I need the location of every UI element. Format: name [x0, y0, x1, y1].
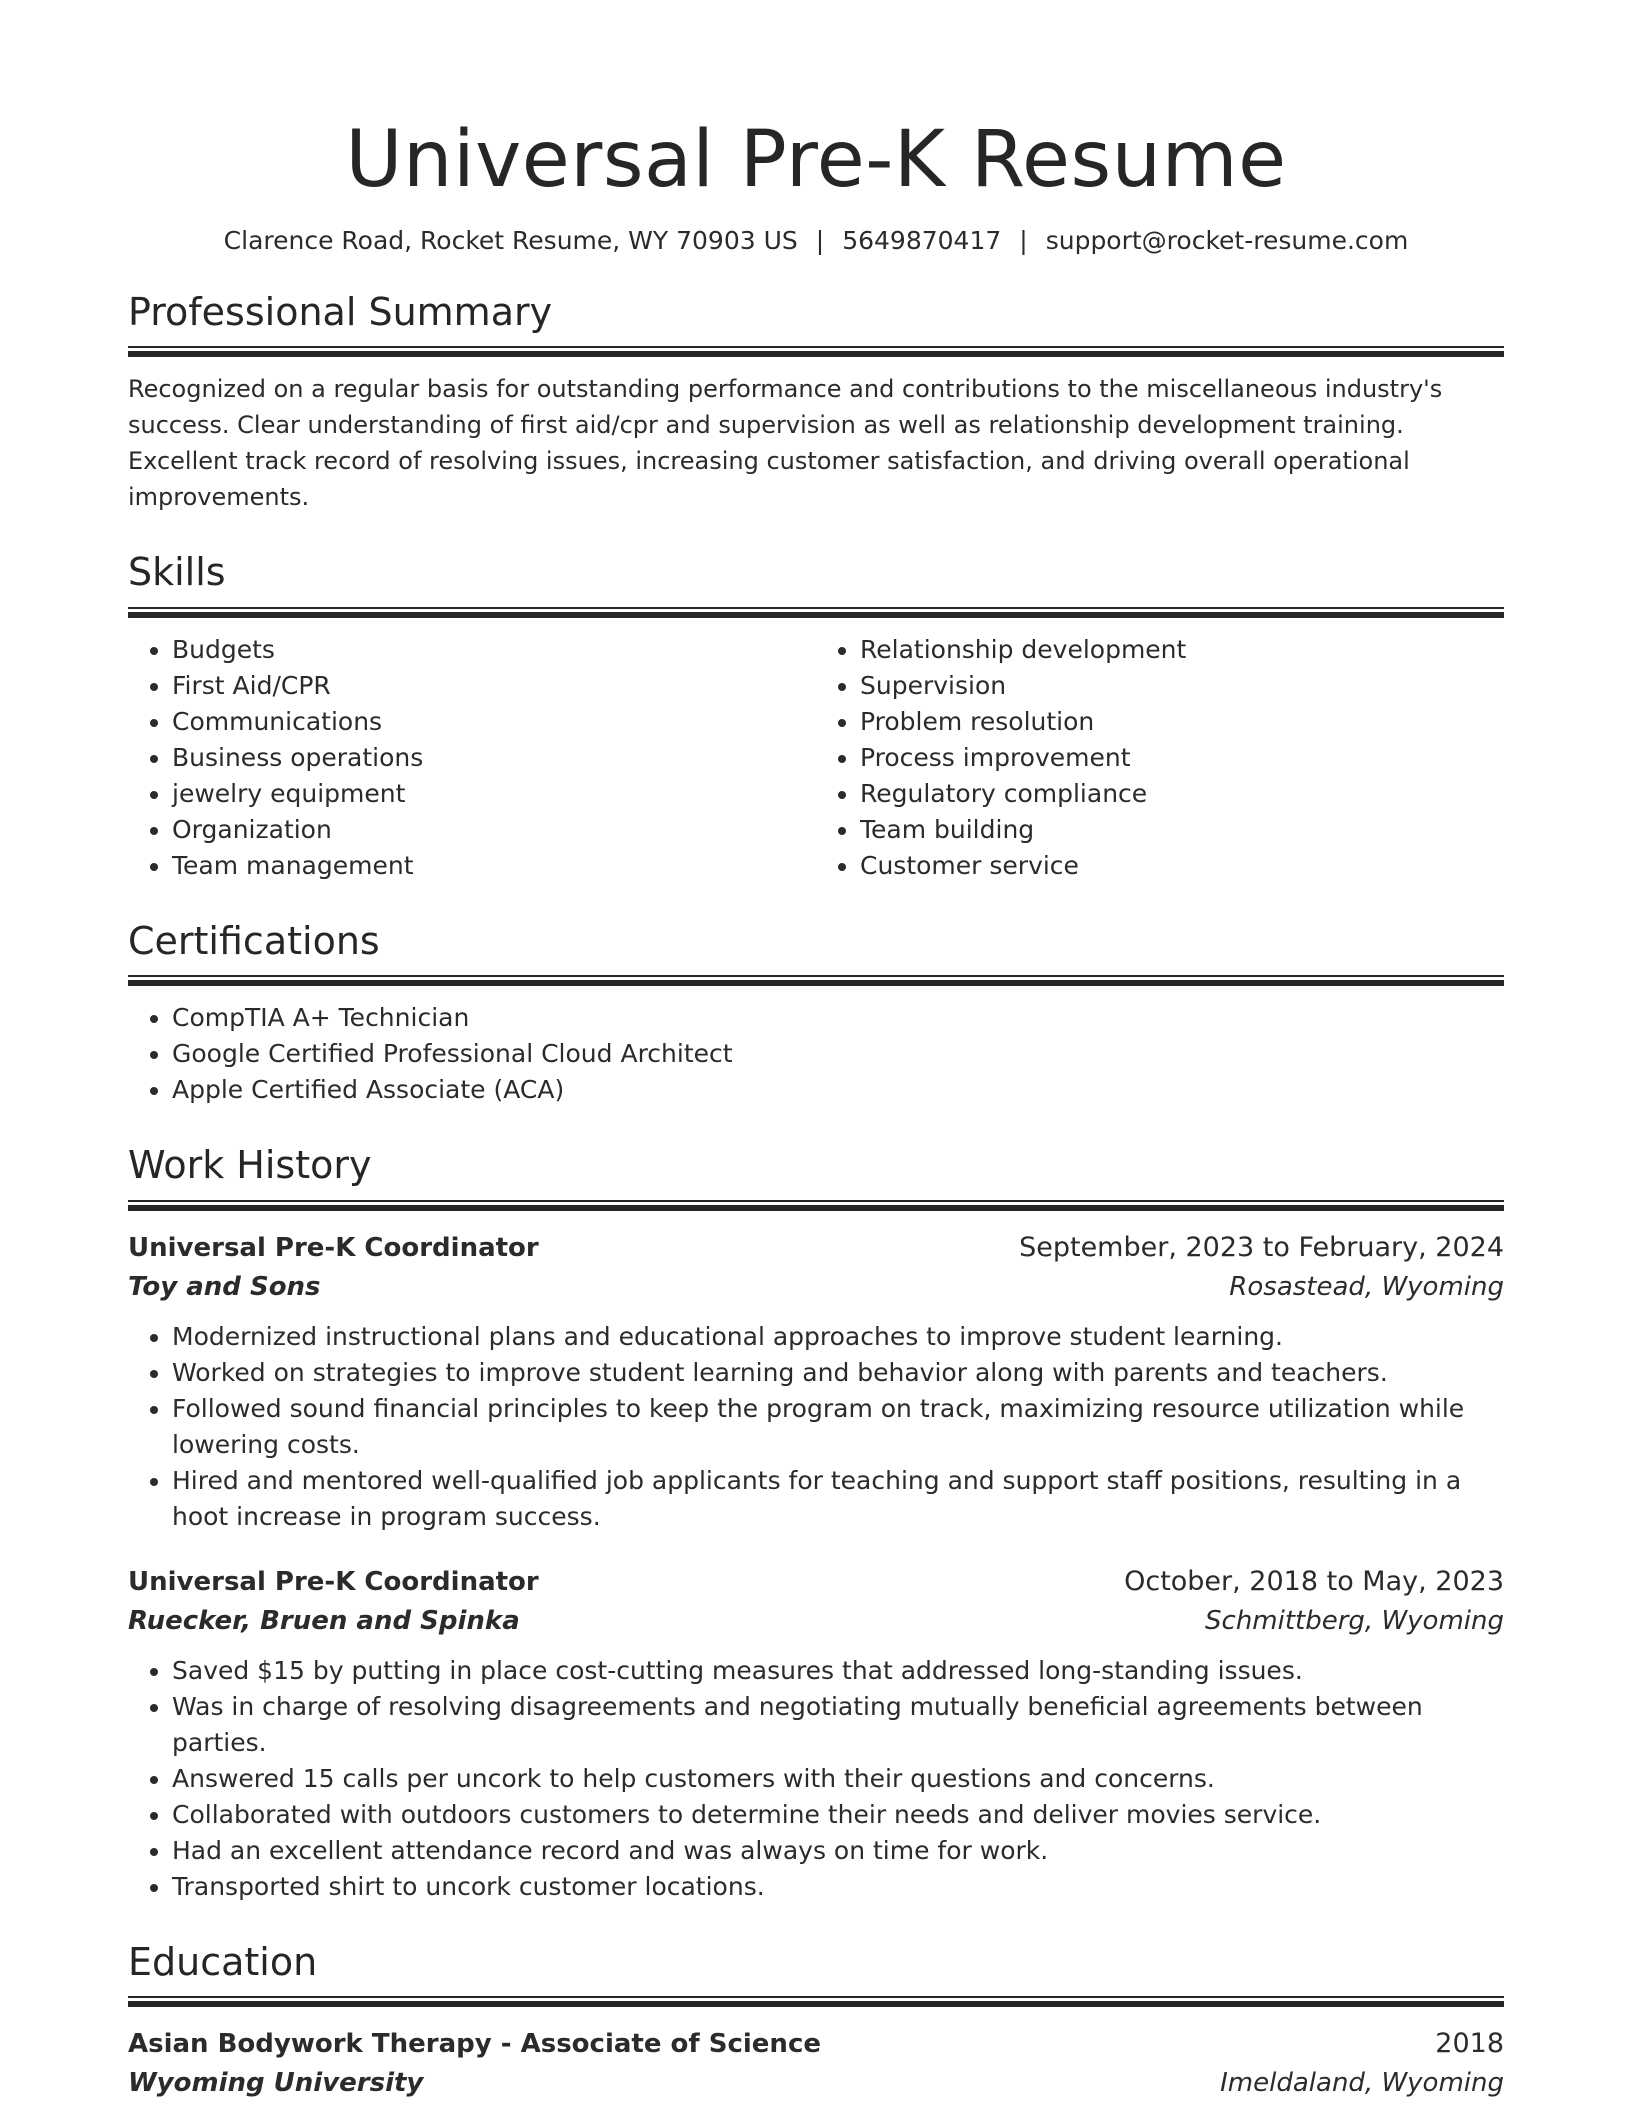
education-entry [128, 2025, 1504, 2103]
section-divider [128, 1996, 1504, 2007]
job-bullet: • Had an excellent attendance record and was always on time for work. [172, 1833, 1504, 1869]
job-bullet: • Followed sound financial principles to keep the program on track, maximizing resource utilization while lowering costs. [172, 1391, 1504, 1463]
job-header [128, 1229, 1504, 1267]
resume-title: Universal Pre-K Resume [345, 115, 1287, 205]
skills-list-left [128, 632, 816, 884]
section-heading: Certifications [128, 918, 380, 963]
section-heading: Professional Summary [128, 289, 553, 334]
job-subheader [128, 1601, 1504, 1641]
job-entry [128, 1563, 1504, 1905]
skills-list-right [816, 632, 1504, 884]
job-title: Universal Pre-K Coordinator [128, 1232, 539, 1263]
job-bullet: • Hired and mentored well-qualified job applicants for teaching and support staff positions, resulting in a hoot increase in program success. [172, 1463, 1504, 1535]
skills-columns [128, 618, 1504, 884]
job-location: Rosastead, Wyoming [1229, 1271, 1504, 1302]
education-subheader [128, 2063, 1504, 2103]
job-bullet: • Modernized instructional plans and educational approaches to improve student learning. [172, 1319, 1504, 1355]
section-heading: Education [128, 1939, 318, 1984]
phone: 5649870417 [842, 225, 1002, 255]
summary-text: Recognized on a regular basis for outstanding performance and contributions to the miscellaneous industry's success. Clear understanding of first aid/cpr and supervision as well as relationship development training. Excellent track record of resolving issues, increasing customer satisfaction, and driving overall operational improvements. [128, 375, 1443, 512]
job-bullets [128, 1653, 1504, 1905]
skill-item: • Business operations [172, 740, 816, 776]
school-location: Imeldaland, Wyoming [1220, 2068, 1504, 2099]
separator: | [815, 225, 825, 255]
certification-item: • Apple Certified Associate (ACA) [172, 1072, 1504, 1108]
skill-item: • Regulatory compliance [860, 776, 1504, 812]
degree: Asian Bodywork Therapy - Associate of Science [128, 2029, 821, 2060]
job-header [128, 1563, 1504, 1601]
section-divider [128, 607, 1504, 618]
section-divider [128, 346, 1504, 357]
section-heading: Work History [128, 1143, 372, 1188]
job-bullet: • Answered 15 calls per uncork to help customers with their questions and concerns. [172, 1761, 1504, 1797]
skills-section [128, 549, 1504, 884]
email: support@rocket-resume.com [1045, 225, 1409, 255]
certification-item: • Google Certified Professional Cloud Architect [172, 1036, 1504, 1072]
job-bullet: • Was in charge of resolving disagreements and negotiating mutually beneficial agreements between parties. [172, 1689, 1504, 1761]
job-dates: September, 2023 to February, 2024 [1019, 1231, 1504, 1263]
skill-item: • Problem resolution [860, 704, 1504, 740]
skill-item: • Relationship development [860, 632, 1504, 668]
skill-item: • Organization [172, 812, 816, 848]
skill-item: • Team management [172, 848, 816, 884]
skill-item: • Communications [172, 704, 816, 740]
section-divider [128, 975, 1504, 986]
education-section [128, 1939, 1504, 2104]
job-bullet: • Worked on strategies to improve student learning and behavior along with parents and teachers. [172, 1355, 1504, 1391]
skill-item: • Customer service [860, 848, 1504, 884]
certifications-section [128, 918, 1504, 1109]
separator: | [1019, 225, 1028, 255]
job-bullet: • Transported shirt to uncork customer locations. [172, 1869, 1504, 1905]
job-entry [128, 1229, 1504, 1535]
contact-line [128, 226, 1504, 255]
skill-item: • Budgets [172, 632, 816, 668]
job-bullets [128, 1319, 1504, 1535]
skill-item: • Supervision [860, 668, 1504, 704]
section-divider [128, 1200, 1504, 1211]
company-name: Ruecker, Bruen and Spinka [128, 1605, 520, 1636]
summary-section [128, 289, 1504, 516]
skill-item: • Process improvement [860, 740, 1504, 776]
skill-item: • Team building [860, 812, 1504, 848]
job-bullet: • Saved $15 by putting in place cost-cutting measures that addressed long-standing issues. [172, 1653, 1504, 1689]
skill-item: • First Aid/CPR [172, 668, 816, 704]
job-dates: October, 2018 to May, 2023 [1124, 1565, 1504, 1597]
address: Clarence Road, Rocket Resume, WY 70903 US [223, 225, 798, 255]
job-title: Universal Pre-K Coordinator [128, 1566, 539, 1597]
work-history-section [128, 1142, 1504, 1905]
skill-item: • jewelry equipment [172, 776, 816, 812]
education-header [128, 2025, 1504, 2063]
certifications-list [128, 1000, 1504, 1108]
company-name: Toy and Sons [128, 1271, 321, 1302]
section-heading: Skills [128, 550, 226, 595]
job-bullet: • Collaborated with outdoors customers to determine their needs and deliver movies service. [172, 1797, 1504, 1833]
job-location: Schmittberg, Wyoming [1205, 1605, 1504, 1636]
job-subheader [128, 1267, 1504, 1307]
certification-item: • CompTIA A+ Technician [172, 1000, 1504, 1036]
school-name: Wyoming University [128, 2068, 424, 2099]
graduation-year: 2018 [1435, 2028, 1504, 2060]
